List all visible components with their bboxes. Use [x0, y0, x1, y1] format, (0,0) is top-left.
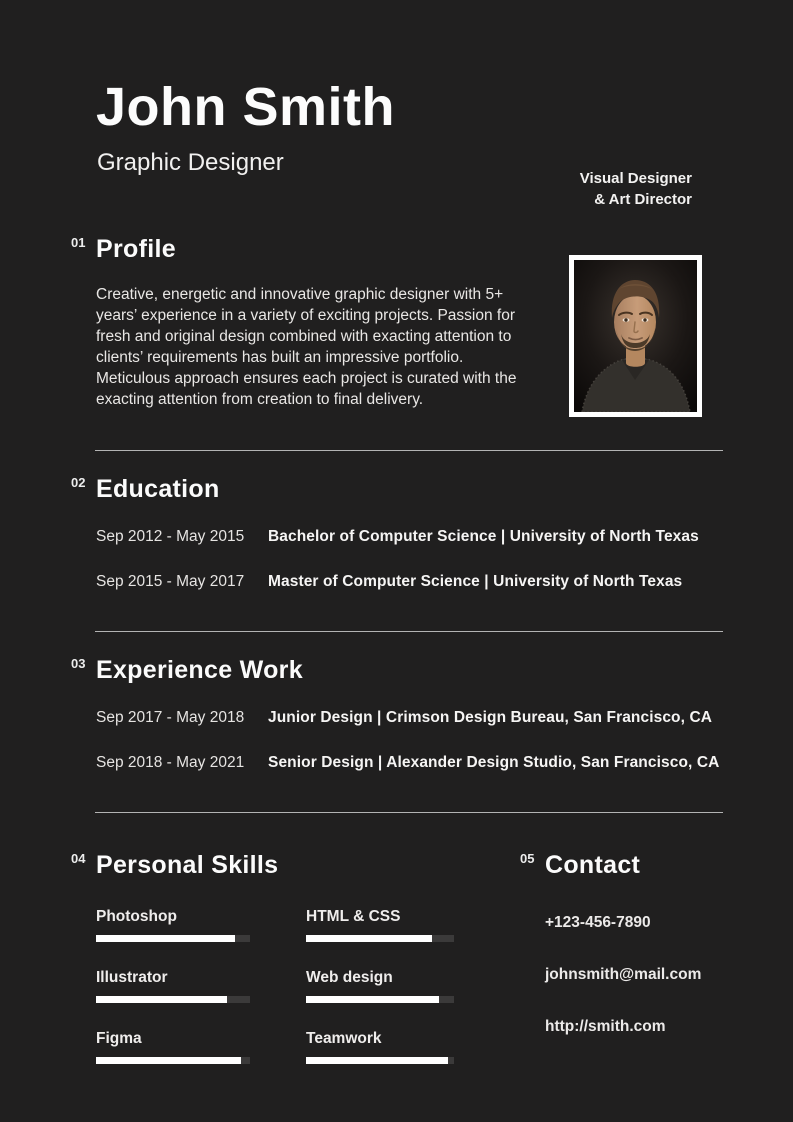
skills-section-number: 04	[71, 851, 86, 867]
person-name: John Smith	[96, 77, 395, 137]
section-profile	[71, 235, 793, 410]
tagline-line1: Visual Designer	[579, 170, 692, 187]
skill-label: Teamwork	[306, 1030, 382, 1048]
contact-section-title: Contact	[545, 851, 641, 880]
skill-bar-track	[96, 996, 250, 1003]
divider-1	[95, 450, 723, 451]
contact-item: johnsmith@mail.com	[545, 966, 702, 984]
skill-label: Figma	[96, 1030, 142, 1048]
skill-bar-fill	[96, 1057, 241, 1064]
skill-item	[306, 1030, 454, 1064]
skill-bar-track	[306, 1057, 454, 1064]
experience-row	[96, 709, 793, 727]
experience-rows	[96, 709, 793, 772]
education-row	[96, 528, 793, 546]
education-section-number: 02	[71, 475, 86, 491]
profile-heading-group	[71, 235, 176, 264]
education-dates: Sep 2015 - May 2017	[96, 573, 245, 591]
divider-2	[95, 631, 723, 632]
skill-bar-track	[306, 935, 454, 942]
contact-heading-group	[520, 851, 641, 880]
skill-item	[96, 908, 250, 942]
experience-section-number: 03	[71, 656, 86, 672]
skill-bar-fill	[96, 935, 235, 942]
tagline-line2: & Art Director	[594, 191, 692, 208]
experience-description: Junior Design | Crimson Design Bureau, San Francisco, CA	[268, 709, 713, 727]
profile-section-title: Profile	[96, 235, 176, 264]
education-description: Bachelor of Computer Science | University of North Texas	[268, 528, 699, 546]
skill-label: Illustrator	[96, 969, 168, 987]
person-title: Graphic Designer	[97, 149, 284, 177]
skill-item	[306, 969, 454, 1003]
skill-bar-fill	[306, 935, 432, 942]
section-experience	[71, 656, 793, 772]
bottom-area	[71, 851, 793, 1070]
section-education	[71, 475, 793, 591]
skill-label: HTML & CSS	[306, 908, 401, 926]
experience-section-title: Experience Work	[96, 656, 303, 685]
skill-bar-track	[96, 935, 250, 942]
section-skills	[71, 851, 456, 1070]
education-rows	[96, 528, 793, 591]
skill-bar-fill	[306, 996, 439, 1003]
skill-item	[306, 908, 454, 942]
education-description: Master of Computer Science | University of North Texas	[268, 573, 683, 591]
education-heading-group	[71, 475, 220, 504]
profile-text: Creative, energetic and innovative graphic designer with 5+ years’ experience in a variety of exciting projects. Passion for fresh and original design combined with exacting attention to clients’ requirements has built an impressive portfolio. Meticulous approach ensures each project is curated with the exacting attention from creation to final delivery.	[96, 286, 517, 409]
skill-bar-track	[306, 996, 454, 1003]
profile-section-number: 01	[71, 235, 86, 251]
divider-3	[95, 812, 723, 813]
experience-dates: Sep 2018 - May 2021	[96, 754, 245, 772]
skills-section-title: Personal Skills	[96, 851, 279, 880]
education-section-title: Education	[96, 475, 220, 504]
contact-item: http://smith.com	[545, 1018, 666, 1036]
contact-section-number: 05	[520, 851, 535, 867]
skill-bar-fill	[306, 1057, 448, 1064]
skills-grid	[96, 908, 456, 1064]
contact-item: +123-456-7890	[545, 914, 651, 932]
tagline	[580, 168, 692, 210]
contact-items	[545, 914, 701, 1036]
education-row	[96, 573, 793, 591]
education-dates: Sep 2012 - May 2015	[96, 528, 245, 546]
skill-label: Photoshop	[96, 908, 177, 926]
experience-description: Senior Design | Alexander Design Studio, San Francisco, CA	[268, 754, 720, 772]
experience-row	[96, 754, 793, 772]
skill-label: Web design	[306, 969, 393, 987]
skills-heading-group	[71, 851, 279, 880]
skill-item	[96, 1030, 250, 1064]
section-contact	[520, 851, 702, 1070]
skill-item	[96, 969, 250, 1003]
skill-bar-fill	[96, 996, 227, 1003]
skill-bar-track	[96, 1057, 250, 1064]
experience-dates: Sep 2017 - May 2018	[96, 709, 245, 727]
experience-heading-group	[71, 656, 303, 685]
